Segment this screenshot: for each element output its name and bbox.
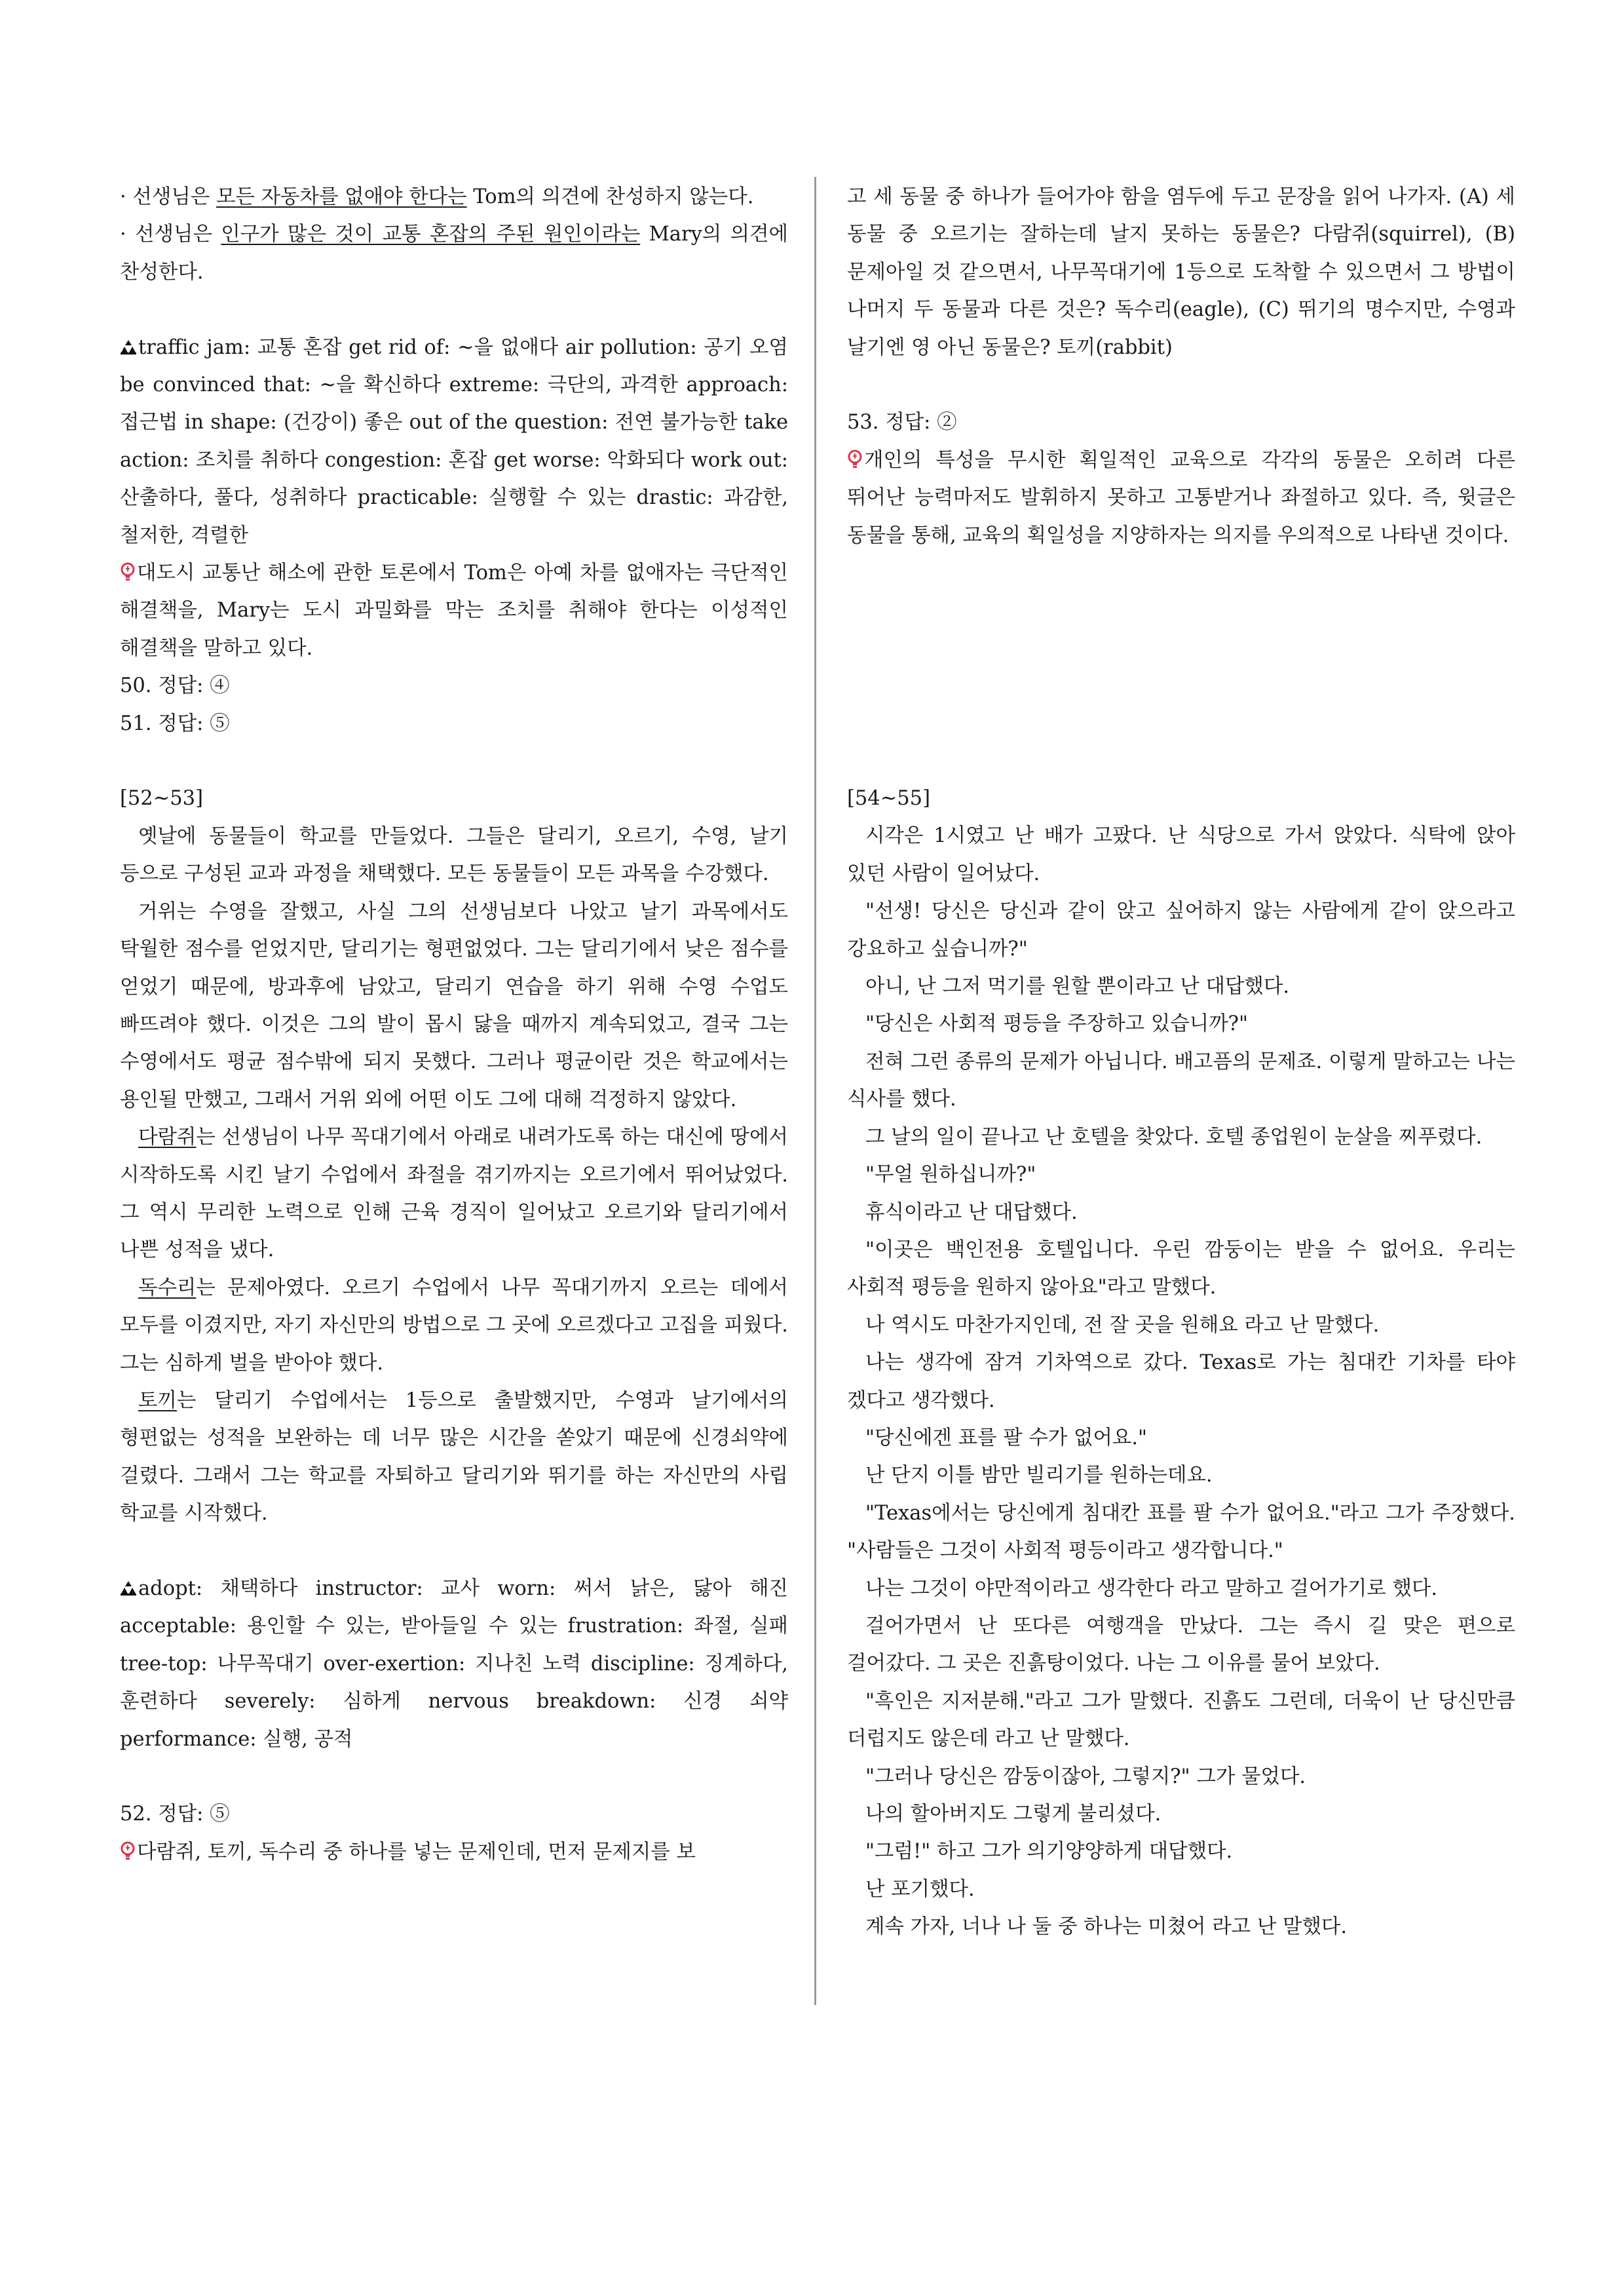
- story-line: 나는 생각에 잠겨 기차역으로 갔다. Texas로 가는 침대칸 기차를 타야 겠다고 생각했다.: [847, 1351, 1515, 1412]
- column-divider: [814, 177, 816, 2005]
- underlined-word: 토끼: [138, 1388, 177, 1412]
- story-paragraph-3: 다람쥐는 선생님이 나무 꼭대기에서 아래로 내려가도록 하는 대신에 땅에서 시작하도록 시킨 날기 수업에서 좌절을 겪기까지는 오르기에서 뛰어났었다. 그 역시 무리한 노력으로 인해 근육 경직이 일어났고 오르기와 달리기에서 나쁜 성적을 냈다.: [120, 1126, 788, 1262]
- story-line: 계속 가자, 너나 나 둘 중 하나는 미쳤어 라고 난 말했다.: [865, 1915, 1348, 1939]
- story-line: 그 날의 일이 끝나고 난 호텔을 찾았다. 호텔 종업원이 눈살을 찌푸렸다.: [865, 1125, 1482, 1149]
- lightbulb-icon: [120, 562, 136, 582]
- right-column: [847, 178, 1515, 1946]
- story-line: "흑인은 지저분해."라고 그가 말했다. 진흙도 그런데, 더욱이 난 당신만큼 더럽지도 않은데 라고 난 말했다.: [847, 1689, 1515, 1751]
- lightbulb-icon: [120, 1841, 136, 1861]
- story-line: "그럼!" 하고 그가 의기양양하게 대답했다.: [865, 1840, 1233, 1864]
- section-header-52-53: [52~53]: [120, 787, 203, 811]
- vocabulary-block-2: adopt: 채택하다 instructor: 교사 worn: 써서 낡은, 닳아 해진 acceptable: 용인할 수 있는, 받아들일 수 있는 frustration: 좌절, 실패 tree-top: 나무꼭대기 over-exertion: 지나친 노력 discipline: 징계하다, 훈련하다 severely: 심하게 nervous breakdown: 신경 쇠약 performance: 실행, 공적: [120, 1577, 788, 1751]
- answer-52: 52. 정답: ⑤: [120, 1803, 230, 1826]
- story-line: 나의 할아버지도 그렇게 불리셨다.: [865, 1803, 1161, 1826]
- vocabulary-block-1: traffic jam: 교통 혼잡 get rid of: ~을 없애다 air pollution: 공기 오염 be convinced that: ~을 확신하다 extreme: 극단의, 과격한 approach: 접근법 in shape: (건강이) 좋은 out of the question: 전연 불가능한 take action: 조치를 취하다 congestion: 혼잡 get worse: 악화되다 work out: 산출하다, 풀다, 성취하다 practicable: 실행할 수 있는 drastic: 과감한, 철저한, 격렬한: [120, 335, 788, 547]
- left-column: [120, 178, 788, 1871]
- story-line: 시각은 1시였고 난 배가 고팠다. 난 식당으로 가서 앉았다. 식탁에 앉아 있던 사람이 일어났다.: [847, 824, 1515, 885]
- story-paragraph-4: 독수리는 문제아였다. 오르기 수업에서 나무 꼭대기까지 오르는 데에서 모두를 이겼지만, 자기 자신만의 방법으로 그 곳에 오르겠다고 고집을 피웠다. 그는 심하게 벌을 받아야 했다.: [120, 1276, 788, 1375]
- underlined-phrase: 인구가 많은 것이 교통 혼잡의 주된 원인이라는: [221, 223, 641, 246]
- vocabulary-triangle-icon: [120, 340, 137, 354]
- answer-50: 50. 정답: ④: [120, 674, 230, 698]
- answer-51: 51. 정답: ⑤: [120, 712, 230, 735]
- story-line: 전혀 그런 종류의 문제가 아닙니다. 배고픔의 문제죠. 이렇게 말하고는 나는 식사를 했다.: [847, 1050, 1515, 1111]
- story-line: 휴식이라고 난 대답했다.: [865, 1200, 1078, 1224]
- explanation-note-1: 대도시 교통난 해소에 관한 토론에서 Tom은 아예 차를 없애자는 극단적인 해결책을, Mary는 도시 과밀화를 막는 조치를 취해야 한다는 이성적인 해결책을 말하고 있다.: [120, 562, 788, 660]
- explanation-note-53: 개인의 특성을 무시한 획일적인 교육으로 각각의 동물은 오히려 다른 뛰어난 능력마저도 발휘하지 못하고 고통받거나 좌절하고 있다. 즉, 윗글은 동물을 통해, 교육의 획일성을 지양하자는 의지를 우의적으로 나타낸 것이다.: [847, 448, 1515, 547]
- underlined-phrase: 모든 자동차를 없애야 한다는: [216, 185, 467, 208]
- story-line: 나는 그것이 야만적이라고 생각한다 라고 말하고 걸어가기로 했다.: [865, 1577, 1438, 1600]
- story-line: 난 포기했다.: [865, 1877, 975, 1901]
- story-paragraph-1: 옛날에 동물들이 학교를 만들었다. 그들은 달리기, 오르기, 수영, 날기 등으로 구성된 교과 과정을 채택했다. 모든 동물들이 모든 과목을 수강했다.: [120, 824, 788, 886]
- story-paragraph-2: 거위는 수영을 잘했고, 사실 그의 선생님보다 나았고 날기 과목에서도 탁월한 점수를 얻었지만, 달리기는 형편없었다. 그는 달리기에서 낮은 점수를 얻었기 때문에, 방과후에 남았고, 달리기 연습을 하기 위해 수영 수업도 빠뜨려야 했다. 이것은 그의 발이 몹시 닳을 때까지 계속되었고, 결국 그는 수영에서도 평균 점수밖에 되지 못했다. 그러나 평균이란 것은 학교에서는 용인될 만했고, 그래서 거위 외에 어떤 이도 그에 대해 걱정하지 않았다.: [120, 900, 788, 1111]
- story-line: 난 단지 이틀 밤만 빌리기를 원하는데요.: [865, 1464, 1213, 1487]
- vocabulary-triangle-icon: [120, 1581, 137, 1596]
- answer-53: 53. 정답: ②: [847, 411, 957, 434]
- story-line: "선생! 당신은 당신과 같이 앉고 싶어하지 않는 사람에게 같이 앉으라고 강요하고 싶습니까?": [847, 900, 1515, 961]
- story-line: 걸어가면서 난 또다른 여행객을 만났다. 그는 즉시 길 맞은 편으로 걸어갔다. 그 곳은 진흙탕이었다. 나는 그 이유를 물어 보았다.: [847, 1614, 1515, 1675]
- bullet-2: · 선생님은 인구가 많은 것이 교통 혼잡의 주된 원인이라는 Mary의 의견에 찬성한다.: [120, 223, 789, 284]
- story-line: "당신에겐 표를 팔 수가 없어요.": [865, 1426, 1148, 1449]
- lightbulb-icon: [847, 450, 863, 469]
- underlined-word: 다람쥐: [138, 1126, 197, 1149]
- story-paragraph-5: 토끼는 달리기 수업에서는 1등으로 출발했지만, 수영과 날기에서의 형편없는 성적을 보완하는 데 너무 많은 시간을 쏟았기 때문에 신경쇠약에 걸렸다. 그래서 그는 학교를 자퇴하고 달리기와 뛰기를 하는 자신만의 사립 학교를 시작했다.: [120, 1388, 788, 1525]
- story-line: "Texas에서는 당신에게 침대칸 표를 팔 수가 없어요."라고 그가 주장했다. "사람들은 그것이 사회적 평등이라고 생각합니다.": [847, 1501, 1515, 1563]
- bullet-1: · 선생님은 모든 자동차를 없애야 한다는 Tom의 의견에 찬성하지 않는다.: [120, 185, 754, 208]
- story-line: "당신은 사회적 평등을 주장하고 있습니까?": [865, 1012, 1249, 1036]
- section-header-54-55: [54~55]: [847, 787, 930, 811]
- story-line: "무얼 원하십니까?": [865, 1163, 1036, 1187]
- story-line: "그러나 당신은 깜둥이잖아, 그렇지?" 그가 물었다.: [865, 1765, 1306, 1788]
- story-line: "이곳은 백인전용 호텔입니다. 우린 깜둥이는 받을 수 없어요. 우리는 사회적 평등을 원하지 않아요"라고 말했다.: [847, 1238, 1515, 1299]
- underlined-word: 독수리: [138, 1276, 197, 1299]
- explanation-note-52: 다람쥐, 토끼, 독수리 중 하나를 넣는 문제인데, 먼저 문제지를 보: [120, 1833, 788, 1871]
- story-line: 나 역시도 마찬가지인데, 전 잘 곳을 원해요 라고 난 말했다.: [865, 1313, 1380, 1337]
- explanation-note-52-continued: 고 세 동물 중 하나가 들어가야 함을 염두에 두고 문장을 읽어 나가자. (A) 세 동물 중 오르기는 잘하는데 날지 못하는 동물은? 다람쥐(squirrel), (B) 문제아일 것 같으면서, 나무꼭대기에 1등으로 도착할 수 있으면서 그 방법이 나머지 두 동물과 다른 것은? 독수리(eagle), (C) 뛰기의 명수지만, 수영과 날기엔 영 아닌 동물은? 토끼(rabbit): [847, 185, 1515, 359]
- story-line: 아니, 난 그저 먹기를 원할 뿐이라고 난 대답했다.: [865, 975, 1290, 999]
